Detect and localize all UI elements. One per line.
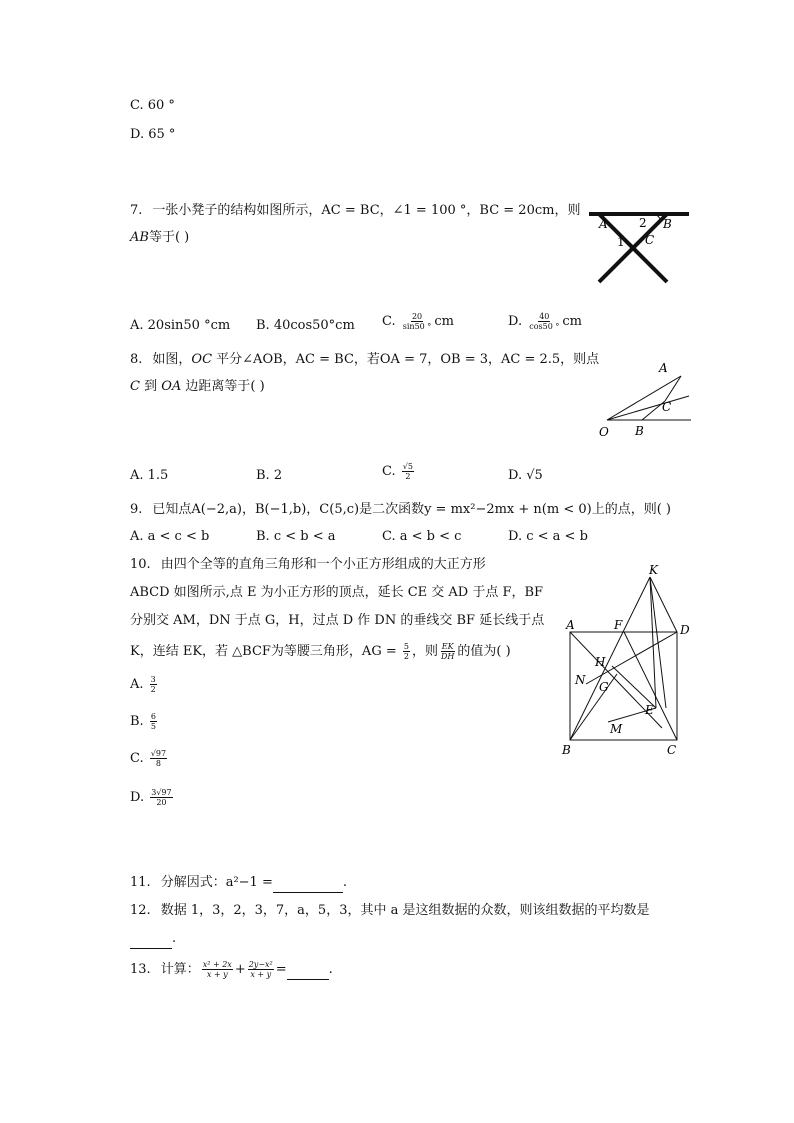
label-c: C bbox=[667, 743, 677, 757]
label-a: A bbox=[599, 217, 608, 231]
q6-option-c: C. 60 ° bbox=[130, 98, 175, 113]
q9-option-d: D. c < a < b bbox=[508, 529, 588, 544]
q10-number: 10. bbox=[130, 557, 151, 572]
ray-oc bbox=[607, 396, 689, 420]
label-k: K bbox=[649, 563, 658, 577]
q9-option-c: C. a < b < c bbox=[382, 529, 462, 544]
q10-stem-line3: 分别交 AM，DN 于点 G，H，过点 D 作 DN 的垂线交 BF 延长线于点 bbox=[130, 613, 545, 628]
line-ek bbox=[650, 577, 656, 708]
line-bf bbox=[570, 577, 650, 740]
q11-stem: 11. 分解因式：a²−1 = . bbox=[130, 874, 347, 893]
q7-number: 7. bbox=[130, 203, 143, 218]
q7-stem-line2 bbox=[130, 229, 189, 247]
label-b: B bbox=[635, 424, 644, 438]
label-n: N bbox=[575, 673, 586, 687]
label-m: M bbox=[610, 722, 623, 736]
q9-option-b: B. c < b < a bbox=[256, 529, 336, 544]
q7-option-b: B. 40cos50°cm bbox=[256, 318, 355, 333]
q13-stem: 13. 计算： $\frac{\text{x² + 2x}}{x + y}$ + $\frac{\text{2y−x²}}{x + y}$ = . bbox=[130, 960, 333, 979]
q7-ask: 等于( ) bbox=[148, 230, 190, 245]
q7-option-d: D. $\frac{40}{\cos 50 ^\circ}$ cm bbox=[508, 312, 582, 331]
label-f: F bbox=[614, 618, 623, 632]
q10-option-b: B. $\frac{6}{5}$ bbox=[130, 712, 156, 731]
q9-stem: 9. 已知点A(−2,a)，B(−1,b)，C(5,c)是二次函数y = mx²−2mx + n(m < 0)上的点，则( ) bbox=[130, 502, 671, 517]
label-b: B bbox=[562, 743, 571, 757]
label-g: G bbox=[599, 680, 609, 694]
q8-option-d: D. √5 bbox=[508, 468, 543, 483]
label-o: O bbox=[599, 425, 609, 439]
q9-option-a: A. a < c < b bbox=[130, 529, 210, 544]
q10-stem-line4: K，连结 EK，若 △BCF为等腰三角形，AG = $\frac{5}{2}$ ，则 $\frac{EK}{DH}$ 的值为( ) bbox=[130, 642, 511, 661]
q7-option-a: A. 20sin50 °cm bbox=[130, 318, 231, 333]
q13-number: 13. bbox=[130, 962, 151, 977]
label-e: E bbox=[645, 703, 654, 717]
q10-stem-line2: ABCD 如图所示,点 E 为小正方形的顶点，延长 CE 交 AD 于点 F，BF bbox=[130, 585, 544, 600]
line-dk bbox=[650, 577, 677, 632]
label-c: C bbox=[645, 233, 655, 247]
q8-option-b: B. 2 bbox=[256, 468, 283, 483]
q10-option-d: D. $\frac{3√97}{20}$ bbox=[130, 788, 172, 807]
q8-option-c: C. $\frac{√5}{2}$ bbox=[382, 462, 413, 481]
q11-number: 11. bbox=[130, 875, 151, 890]
line-he bbox=[612, 666, 656, 708]
q8-stem-line1: 8. 如图，OC 平分∠AOB，AC = BC，若OA = 7，OB = 3，AC = 2.5，则点 bbox=[130, 352, 600, 367]
label-d: D bbox=[680, 623, 690, 637]
q8-angle-figure bbox=[595, 358, 695, 440]
q11-answer-blank bbox=[273, 874, 343, 893]
q13-answer-blank bbox=[287, 961, 329, 980]
q8-number: 8. bbox=[130, 352, 143, 367]
q12-answer-blank bbox=[130, 930, 172, 949]
q8-stem-line2: C 到 OA 边距离等于( ) bbox=[130, 379, 265, 394]
q7-stem-line1 bbox=[130, 202, 580, 220]
q7-text: 一张小凳子的结构如图所示，AC = BC，∠1 = 100 °，BC = 20cm，则 bbox=[152, 203, 581, 218]
line-ke bbox=[650, 577, 666, 708]
q7-ab: AB bbox=[130, 230, 149, 245]
q7-stool-figure bbox=[585, 203, 695, 285]
q10-square-figure bbox=[560, 562, 705, 762]
label-angle-1: 1 bbox=[617, 235, 625, 249]
label-angle-2: 2 bbox=[639, 216, 647, 230]
q10-stem-line1: 10. 由四个全等的直角三角形和一个小正方形组成的大正方形 bbox=[130, 557, 486, 572]
q10-option-c: C. $\frac{√97}{8}$ bbox=[130, 749, 167, 768]
q12-number: 12. bbox=[130, 903, 151, 918]
q10-option-a: A. $\frac{3}{2}$ bbox=[130, 675, 156, 694]
label-h: H bbox=[595, 655, 606, 669]
q8-option-a: A. 1.5 bbox=[130, 468, 169, 483]
q12-stem: 12. 数据 1，3，2，3，7，a，5，3，其中 a 是这组数据的众数，则该组数据的平均数是 bbox=[130, 903, 650, 918]
label-c: C bbox=[662, 400, 672, 414]
q6-option-d: D. 65 ° bbox=[130, 127, 176, 142]
label-a: A bbox=[566, 618, 575, 632]
q12-answer-line: . bbox=[130, 930, 176, 949]
label-a: A bbox=[659, 361, 668, 375]
label-b: B bbox=[663, 217, 672, 231]
q7-option-c: C. $\frac{20}{\sin 50 ^\circ}$ cm bbox=[382, 312, 454, 331]
seg-ac bbox=[665, 376, 681, 401]
line-ce bbox=[624, 632, 677, 740]
q9-number: 9. bbox=[130, 502, 143, 517]
